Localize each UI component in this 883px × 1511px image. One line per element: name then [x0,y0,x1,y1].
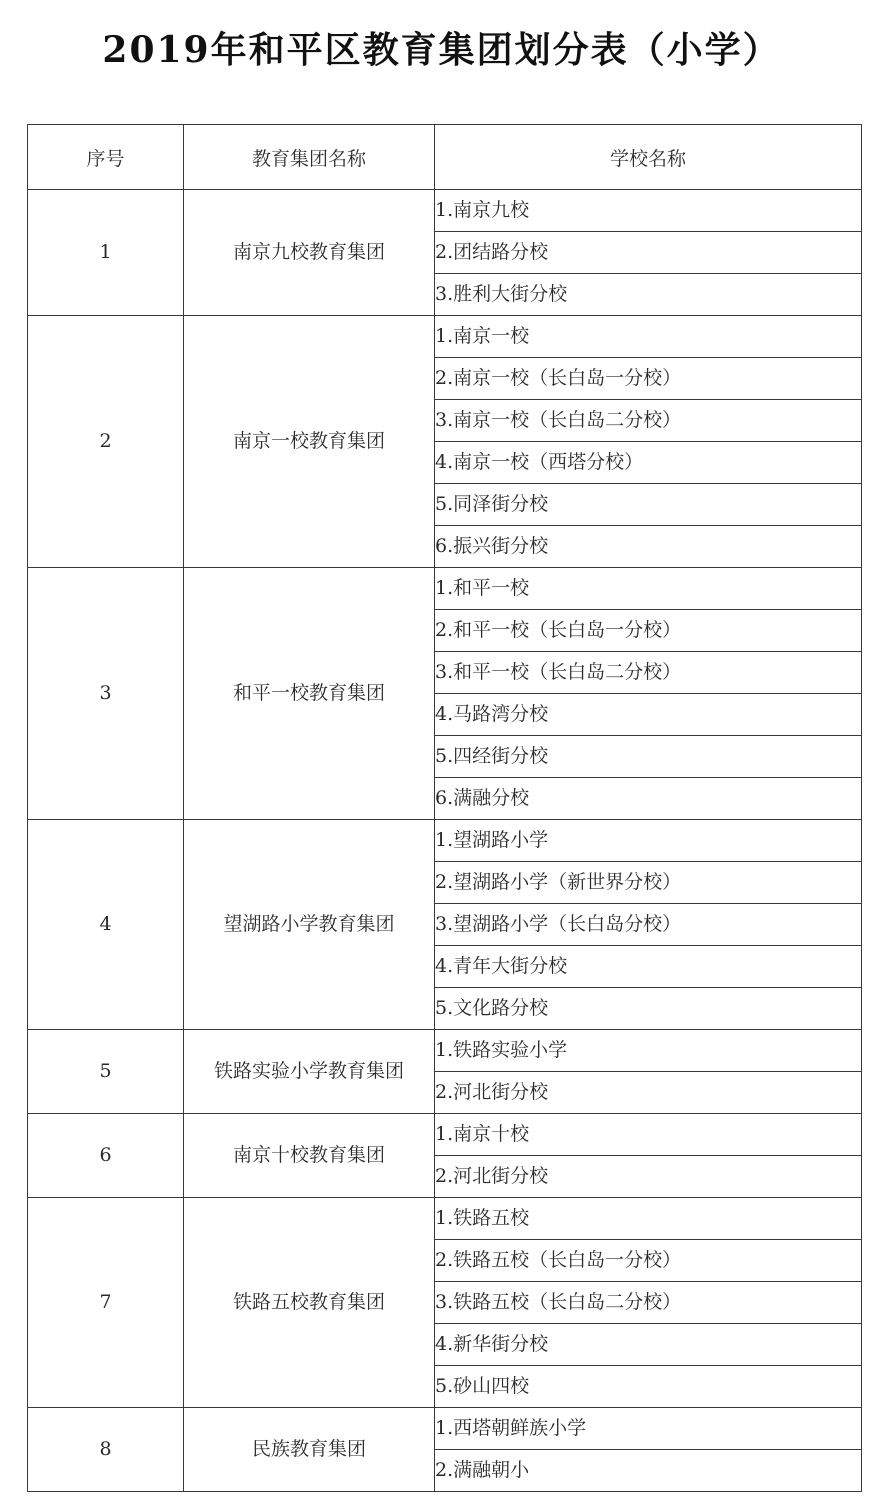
group-name-cell: 南京九校教育集团 [184,190,435,316]
column-header-index: 序号 [28,125,184,190]
school-name-cell: 4.青年大街分校 [435,946,862,988]
school-name-cell: 2.满融朝小 [435,1450,862,1492]
school-name-cell: 2.南京一校（长白岛一分校） [435,358,862,400]
school-name-cell: 3.铁路五校（长白岛二分校） [435,1282,862,1324]
school-name-cell: 4.新华街分校 [435,1324,862,1366]
group-name-cell: 和平一校教育集团 [184,568,435,820]
group-name-cell: 南京十校教育集团 [184,1114,435,1198]
table-row [28,316,862,358]
school-name-cell: 1.和平一校 [435,568,862,610]
table-body [28,190,862,1492]
school-name-cell: 1.望湖路小学 [435,820,862,862]
school-name-cell: 1.铁路五校 [435,1198,862,1240]
table-header-row [28,125,862,190]
school-name-cell: 5.文化路分校 [435,988,862,1030]
table-row [28,1030,862,1072]
school-name-cell: 2.和平一校（长白岛一分校） [435,610,862,652]
group-name-cell: 民族教育集团 [184,1408,435,1492]
school-name-cell: 2.河北街分校 [435,1156,862,1198]
group-name-cell: 南京一校教育集团 [184,316,435,568]
group-index-cell: 6 [28,1114,184,1198]
school-name-cell: 5.同泽街分校 [435,484,862,526]
school-name-cell: 1.西塔朝鲜族小学 [435,1408,862,1450]
school-name-cell: 6.满融分校 [435,778,862,820]
group-name-cell: 铁路五校教育集团 [184,1198,435,1408]
group-index-cell: 8 [28,1408,184,1492]
table-row [28,820,862,862]
group-index-cell: 7 [28,1198,184,1408]
page-title: 2019年和平区教育集团划分表（小学） [102,29,781,71]
school-name-cell: 2.铁路五校（长白岛一分校） [435,1240,862,1282]
school-name-cell: 3.和平一校（长白岛二分校） [435,652,862,694]
school-name-cell: 4.南京一校（西塔分校） [435,442,862,484]
table-row [28,1114,862,1156]
school-name-cell: 1.南京九校 [435,190,862,232]
school-name-cell: 5.四经街分校 [435,736,862,778]
school-name-cell: 2.望湖路小学（新世界分校） [435,862,862,904]
school-name-cell: 5.砂山四校 [435,1366,862,1408]
table-row [28,190,862,232]
group-index-cell: 3 [28,568,184,820]
group-index-cell: 2 [28,316,184,568]
school-name-cell: 4.马路湾分校 [435,694,862,736]
school-name-cell: 2.河北街分校 [435,1072,862,1114]
column-header-group-name: 教育集团名称 [184,125,435,190]
group-name-cell: 铁路实验小学教育集团 [184,1030,435,1114]
school-name-cell: 1.南京一校 [435,316,862,358]
group-index-cell: 1 [28,190,184,316]
table-row [28,1408,862,1450]
group-index-cell: 4 [28,820,184,1030]
group-name-cell: 望湖路小学教育集团 [184,820,435,1030]
school-name-cell: 1.铁路实验小学 [435,1030,862,1072]
table-row [28,1198,862,1240]
school-name-cell: 2.团结路分校 [435,232,862,274]
school-name-cell: 6.振兴街分校 [435,526,862,568]
table-row [28,568,862,610]
school-name-cell: 3.南京一校（长白岛二分校） [435,400,862,442]
school-name-cell: 3.望湖路小学（长白岛分校） [435,904,862,946]
education-group-table [27,124,862,1492]
school-name-cell: 3.胜利大街分校 [435,274,862,316]
group-index-cell: 5 [28,1030,184,1114]
column-header-school-name: 学校名称 [435,125,862,190]
school-name-cell: 1.南京十校 [435,1114,862,1156]
